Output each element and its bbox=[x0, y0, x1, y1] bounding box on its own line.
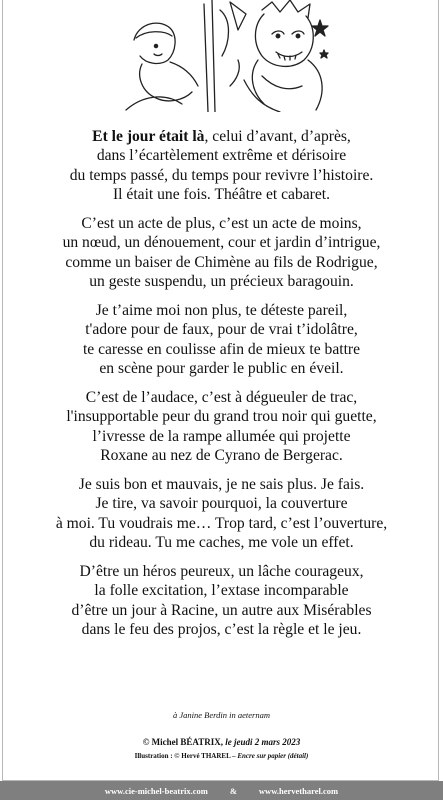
poem-line: Roxane au nez de Cyrano de Bergerac. bbox=[100, 447, 343, 465]
credit-work: Encre sur papier (détail) bbox=[237, 752, 309, 760]
poem-line: C’est de l’audace, c’est à dégueuler de trac, bbox=[85, 389, 358, 407]
poem-line: un geste suspendu, un précieux baragouin. bbox=[89, 273, 354, 291]
ink-illustration bbox=[112, 0, 332, 112]
poem-line: Je tire, va savoir pourquoi, la couverture bbox=[95, 495, 348, 513]
poem-line: te caresse en coulisse afin de mieux te battre bbox=[82, 340, 361, 358]
poem-line: en scène pour garder le public en éveil. bbox=[99, 360, 344, 378]
poem-line: d’être un jour à Racine, un autre aux Misérables bbox=[71, 601, 372, 619]
poem-line: t'adore pour de faux, pour de vrai t’idolâtre, bbox=[85, 321, 358, 339]
poem-lead: Et le jour était là bbox=[92, 128, 205, 145]
footer-link-cie[interactable]: www.cie-michel-beatrix.com bbox=[104, 785, 208, 796]
footer-link-tharel[interactable]: www.hervetharel.com bbox=[258, 785, 339, 796]
date: le jeudi 2 mars 2023 bbox=[225, 737, 301, 747]
stanza-1 bbox=[0, 127, 443, 205]
dedication: à Janine Berdin in aeternam bbox=[173, 710, 270, 720]
illustration-credit bbox=[0, 752, 443, 760]
poem-line: la folle excitation, l’extase incomparable bbox=[94, 582, 349, 600]
poem-line: Je t’aime moi non plus, te déteste pareil, bbox=[95, 302, 348, 320]
poem-line: à moi. Tu voudrais me… Trop tard, c’est l’ouverture, bbox=[55, 514, 388, 532]
poem-line: Je suis bon et mauvais, je ne sais plus. Je fais. bbox=[78, 476, 365, 494]
stanza-4 bbox=[0, 388, 443, 466]
stanza-2 bbox=[0, 214, 443, 292]
author: © Michel BÉATRIX, bbox=[142, 737, 224, 747]
poem-line: dans l’écartèlement extrême et dérisoire bbox=[96, 147, 347, 165]
footer-bar bbox=[0, 781, 443, 800]
poem bbox=[0, 127, 443, 649]
poem-line: du rideau. Tu me caches, me vole un effet. bbox=[89, 534, 354, 552]
stanza-6 bbox=[0, 562, 443, 640]
poem-line: comme un baiser de Chimène au fils de Rodrigue, bbox=[65, 253, 378, 271]
poem-line-rest: , celui d’avant, d’après, bbox=[204, 128, 351, 145]
footer-separator: & bbox=[229, 785, 237, 796]
poem-line: du temps passé, du temps pour revivre l’histoire. bbox=[69, 166, 374, 184]
poem-line: Il était une fois. Théâtre et cabaret. bbox=[112, 186, 331, 204]
poem-line: C’est un acte de plus, c’est un acte de moins, bbox=[81, 215, 362, 233]
copyright-line bbox=[0, 737, 443, 747]
poem-line: l'insupportable peur du grand trou noir qui guette, bbox=[66, 408, 377, 426]
poem-line: un nœud, un dénouement, cour et jardin d’intrigue, bbox=[62, 234, 381, 252]
stanza-3 bbox=[0, 301, 443, 379]
poem-line: D’être un héros peureux, un lâche courageux, bbox=[79, 563, 364, 581]
credit-prefix: Illustration : © Hervé THAREL – bbox=[134, 752, 236, 760]
poem-line bbox=[0, 127, 443, 146]
poem-line: dans le feu des projos, c’est la règle et le jeu. bbox=[81, 621, 362, 639]
poem-line: l’ivresse de la rampe allumée qui projette bbox=[92, 427, 351, 445]
stanza-5 bbox=[0, 475, 443, 553]
